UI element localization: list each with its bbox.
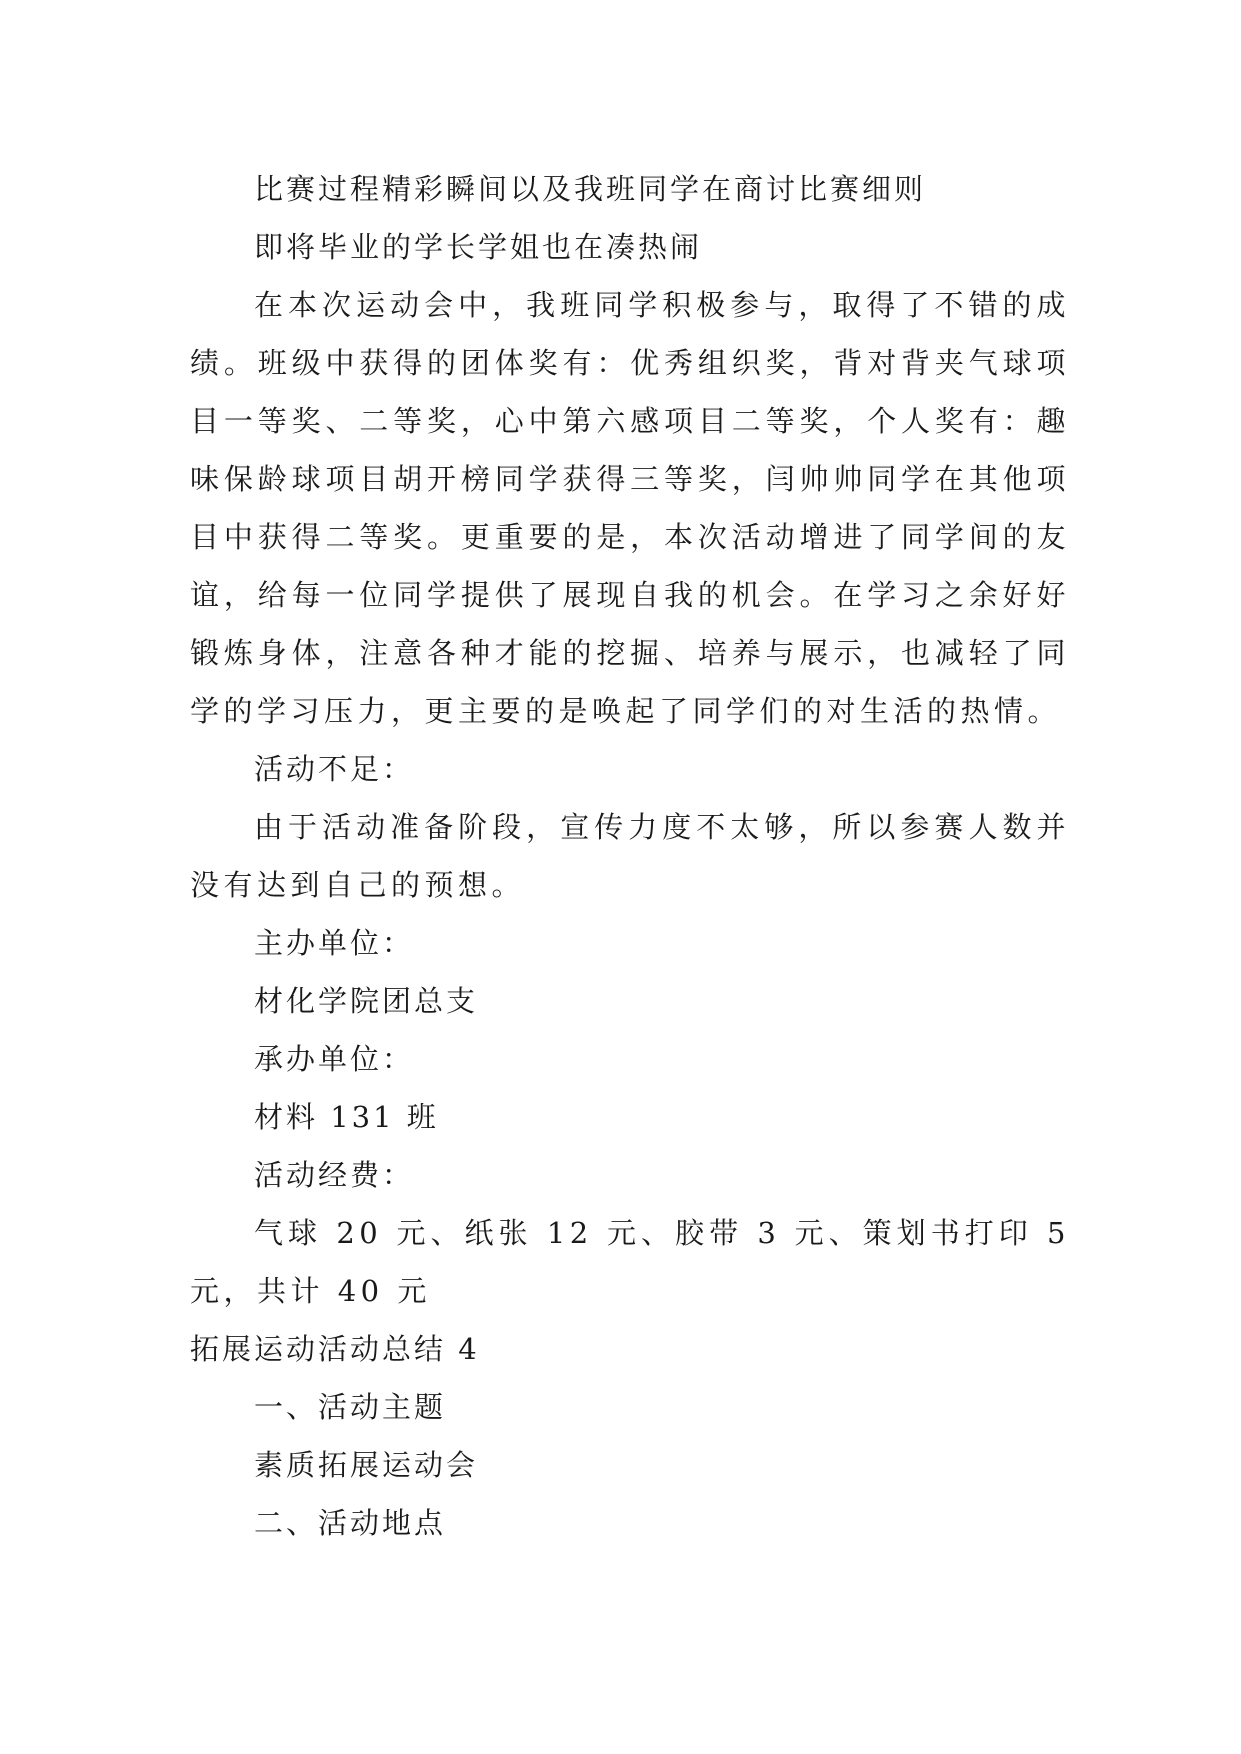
section-title: 拓展运动活动总结 4 [190, 1332, 480, 1366]
paragraph-budget: 气球 20 元、纸张 12 元、胶带 3 元、策划书打印 5 元，共计 40 元 [190, 1216, 1070, 1308]
label-location: 二、活动地点 [254, 1506, 447, 1540]
paragraph-results: 在本次运动会中，我班同学积极参与，取得了不错的成绩。班级中获得的团体奖有：优秀组织奖，背对背夹气球项目一等奖、二等奖，心中第六感项目二等奖，个人奖有：趣味保龄球项目胡开榜同学获得三等奖，闫帅帅同学在其他项目中获得二等奖。更重要的是，本次活动增进了同学间的友谊，给每一位同学提供了展现自我的机会。在学习之余好好锻炼身体，注意各种才能的挖掘、培养与展示，也减轻了同学的学习压力，更主要的是唤起了同学们的对生活的热情。 [190, 288, 1070, 728]
value-theme: 素质拓展运动会 [254, 1448, 479, 1482]
label-organizer: 承办单位： [254, 1042, 415, 1076]
paragraph-shortfall: 由于活动准备阶段，宣传力度不太够，所以参赛人数并没有达到自己的预想。 [190, 810, 1070, 902]
label-host: 主办单位： [254, 926, 415, 960]
label-budget: 活动经费： [254, 1158, 415, 1192]
value-host: 材化学院团总支 [254, 984, 479, 1018]
value-organizer: 材料 131 班 [254, 1100, 439, 1134]
label-shortfall: 活动不足： [254, 752, 415, 786]
text-line-seniors: 即将毕业的学长学姐也在凑热闹 [254, 230, 703, 264]
document-page [190, 160, 1070, 1552]
text-line-competition-moments: 比赛过程精彩瞬间以及我班同学在商讨比赛细则 [254, 172, 927, 206]
label-theme: 一、活动主题 [254, 1390, 447, 1424]
